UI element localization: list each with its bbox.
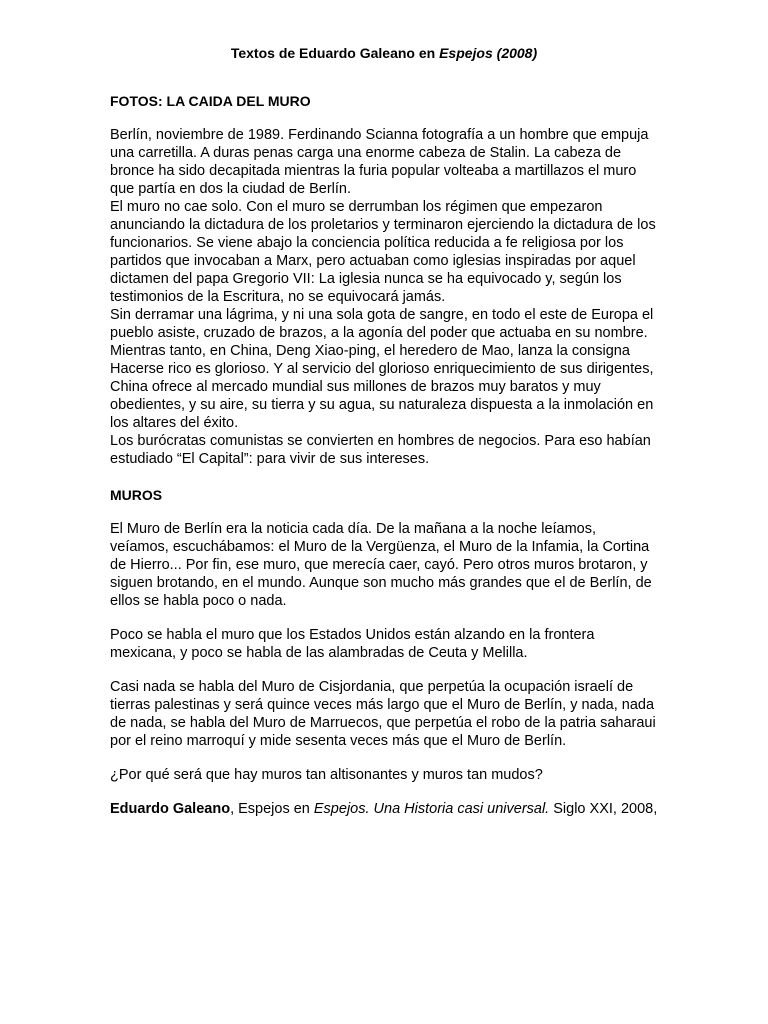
document-title-prefix: Textos de Eduardo Galeano en	[230, 45, 440, 61]
document-title	[110, 44, 658, 62]
paragraph: Mientras tanto, en China, Deng Xiao-ping, el heredero de Mao, lanza la consigna Hacerse rico es glorioso. Y al servicio del glorioso enriquecimiento de sus dirigentes, China ofrece al mercado mundial sus millones de brazos muy baratos y muy obedientes, y su aire, su tierra y su agua, su naturaleza dispuesta a la inmolación en los altares del éxito.	[110, 343, 654, 431]
citation-book: Espejos. Una Historia casi universal.	[313, 801, 550, 817]
paragraph: Sin derramar una lágrima, y ni una sola gota de sangre, en todo el este de Europa el pueblo asiste, cruzado de brazos, a la agonía del poder que actuaba en su nombre.	[110, 307, 654, 341]
paragraph: Casi nada se habla del Muro de Cisjordania, que perpetúa la ocupación israelí de tierras palestinas y será quince veces más largo que el Muro de Berlín, y nada, nada de nada, se habla del Muro de Marruecos, que perpetúa el robo de la patria saharaui por el reino marroquí y mide sesenta veces más que el Muro de Berlín.	[110, 679, 656, 749]
paragraph: ¿Por qué será que hay muros tan altisonantes y muros tan mudos?	[110, 767, 543, 783]
citation-author: Eduardo Galeano	[110, 801, 231, 817]
paragraph: El muro no cae solo. Con el muro se derrumban los régimen que empezaron anunciando la dictadura de los proletarios y terminaron ejerciendo la dictadura de los funcionarios. Se viene abajo la conciencia política reducida a fe religiosa por los partidos que invocaban a Marx, pero actuaban como iglesias inspiradas por aquel dictamen del papa Gregorio VII: La iglesia nunca se ha equivocado y, según los testimonios de la Escritura, no se equivocará jamás.	[110, 199, 656, 305]
paragraph: El Muro de Berlín era la noticia cada día. De la mañana a la noche leíamos, veíamos, escuchábamos: el Muro de la Vergüenza, el Muro de la Infamia, la Cortina de Hierro... Por fin, ese muro, que merecía caer, cayó. Pero otros muros brotaron, y siguen brotando, en el mundo. Aunque son mucho más grandes que el de Berlín, de ellos se habla poco o nada.	[110, 521, 652, 609]
paragraph: Berlín, noviembre de 1989. Ferdinando Scianna fotografía a un hombre que empuja una carretilla. A duras penas carga una enorme cabeza de Stalin. La cabeza de bronce ha sido decapitada mientras la furia popular volteaba a martillazos el muro que partía en dos la ciudad de Berlín.	[110, 127, 649, 197]
citation-tail: Siglo XXI, 2008,	[549, 801, 658, 817]
document-page	[110, 44, 658, 818]
section-heading-muros: MUROS	[110, 487, 163, 503]
paragraph: Poco se habla el muro que los Estados Unidos están alzando en la frontera mexicana, y poco se habla de las alambradas de Ceuta y Melilla.	[110, 627, 595, 661]
section-heading-fotos: FOTOS: LA CAIDA DEL MURO	[110, 93, 311, 109]
paragraph: Los burócratas comunistas se convierten en hombres de negocios. Para eso habían estudiado “El Capital”: para vivir de sus intereses.	[110, 433, 651, 467]
citation	[110, 800, 658, 818]
citation-middle: , Espejos en	[230, 801, 314, 817]
document-title-italic: Espejos (2008)	[439, 45, 538, 61]
